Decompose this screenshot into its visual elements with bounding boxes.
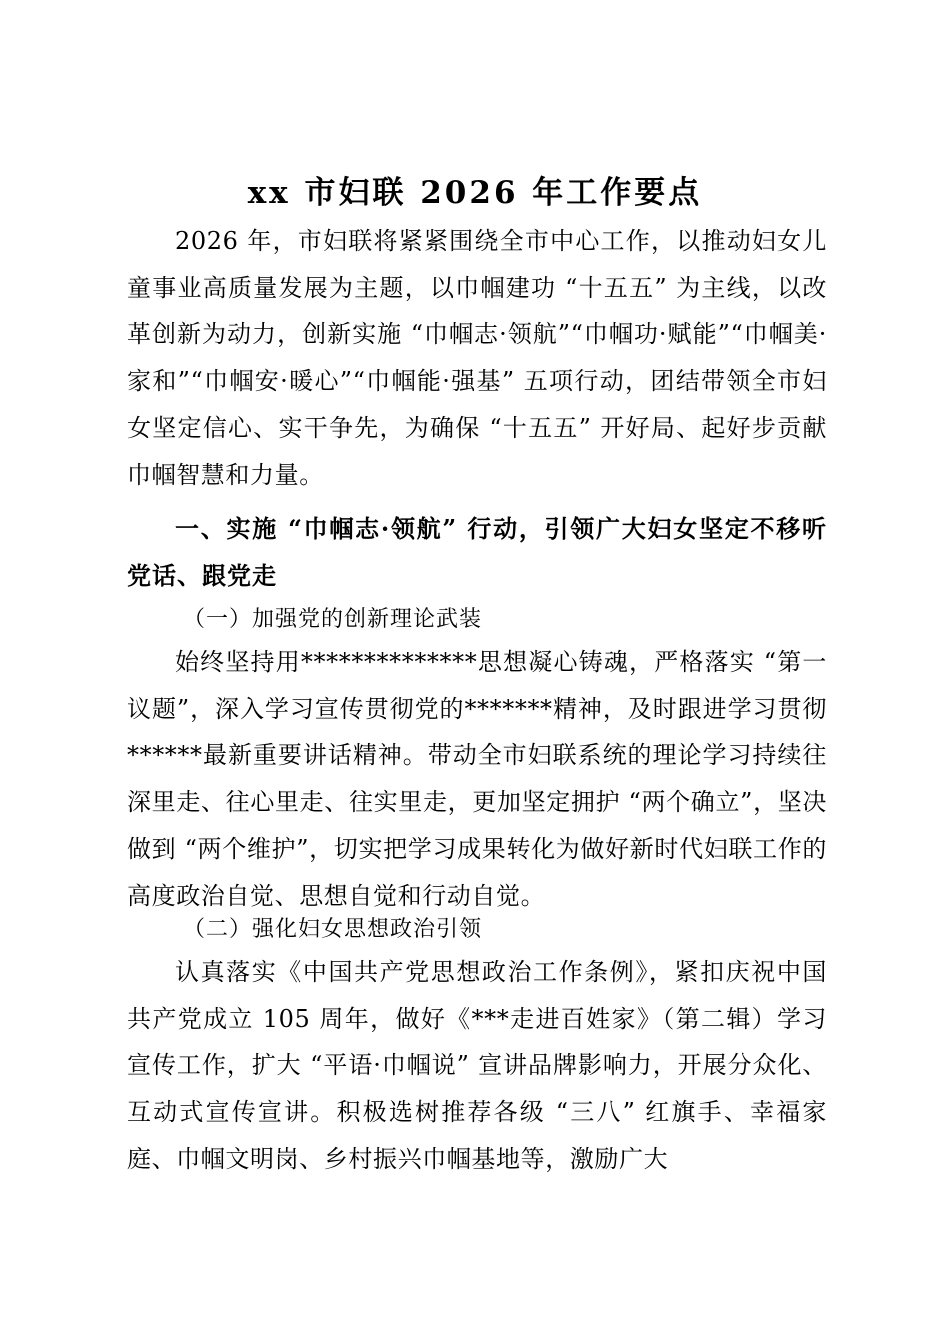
intro-paragraph: 2026 年，市妇联将紧紧围绕全市中心工作，以推动妇女儿童事业高质量发展为主题，以巾帼建功 “十五五” 为主线，以改革创新为动力，创新实施 “巾帼志·领航”“巾帼功·赋能”“巾帼美·家和”“巾帼安·暖心”“巾帼能·强基” 五项行动，团结带领全市妇女坚定信心、实干争先，为确保 “十五五” 开好局、起好步贡献巾帼智慧和力量。 <box>127 227 827 489</box>
document-title: xx 市妇联 2026 年工作要点 <box>247 175 703 211</box>
section-heading-1: 一、实施 “巾帼志·领航” 行动，引领广大妇女坚定不移听党话、跟党走 <box>127 514 827 590</box>
subsection-heading-2: （二）强化妇女思想政治引领 <box>183 917 483 942</box>
subsection-heading-1: （一）加强党的创新理论武装 <box>183 607 483 632</box>
subsection-body-2: 认真落实《中国共产党思想政治工作条例》，紧扣庆祝中国共产党成立 105 周年，做好《***走进百姓家》（第二辑）学习宣传工作，扩大 “平语·巾帼说” 宣讲品牌影响力，开展分众化、互动式宣传宣讲。积极选树推荐各级 “三八” 红旗手、幸福家庭、巾帼文明岗、乡村振兴巾帼基地等，激励广大 <box>127 958 827 1173</box>
subsection-body-1: 始终坚持用**************思想凝心铸魂，严格落实 “第一议题”，深入学习宣传贯彻党的*******精神，及时跟进学习贯彻******最新重要讲话精神。带动全市妇联系统的理论学习持续往深里走、往心里走、往实里走，更加坚定拥护 “两个确立”，坚决做到 “两个维护”，切实把学习成果转化为做好新时代妇联工作的高度政治自觉、思想自觉和行动自觉。 <box>127 648 827 910</box>
